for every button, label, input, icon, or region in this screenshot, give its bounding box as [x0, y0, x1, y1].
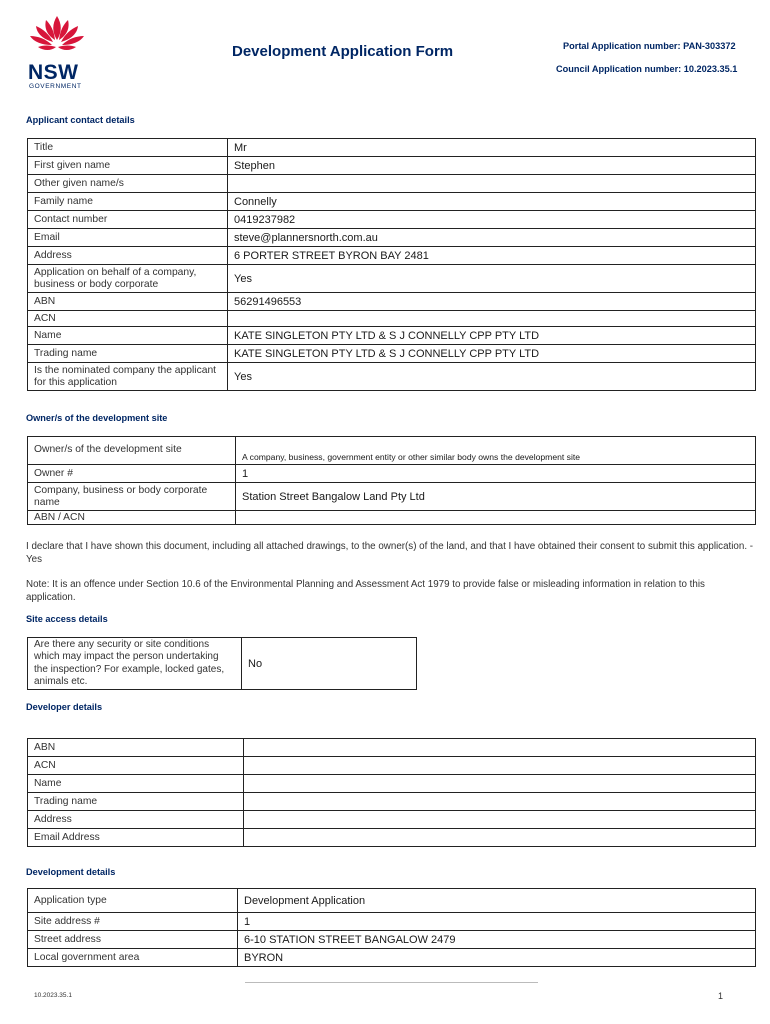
table-row — [28, 638, 417, 690]
table-row — [28, 483, 756, 511]
waratah-icon — [24, 14, 90, 58]
row-label: ABN — [28, 293, 228, 311]
applicant-section-heading: Applicant contact details — [26, 115, 135, 125]
row-label: Trading name — [28, 345, 228, 363]
applicant-table — [27, 138, 756, 391]
row-label: Title — [28, 139, 228, 157]
table-row — [28, 757, 756, 775]
table-row — [28, 437, 756, 465]
row-value — [228, 175, 756, 193]
row-value — [244, 811, 756, 829]
table-row — [28, 327, 756, 345]
owners-section-heading: Owner/s of the development site — [26, 413, 168, 423]
developer-section-heading: Developer details — [26, 702, 103, 712]
logo-subtext: GOVERNMENT — [29, 83, 82, 90]
row-value: Yes — [228, 363, 756, 391]
row-label: Is the nominated company the applicant for this application — [28, 363, 228, 391]
row-value: A company, business, government entity or other similar body owns the development site — [236, 437, 756, 465]
row-value — [244, 775, 756, 793]
row-label: Trading name — [28, 793, 244, 811]
development-section-heading: Development details — [26, 867, 116, 877]
row-label: Local government area — [28, 949, 238, 967]
row-label: Email — [28, 229, 228, 247]
table-row — [28, 931, 756, 949]
table-row — [28, 829, 756, 847]
row-value: steve@plannersnorth.com.au — [228, 229, 756, 247]
row-label: Name — [28, 775, 244, 793]
row-label: ACN — [28, 311, 228, 327]
table-row — [28, 913, 756, 931]
row-value: 6-10 STATION STREET BANGALOW 2479 — [238, 931, 756, 949]
page-number: 1 — [718, 991, 724, 1001]
row-label: Email Address — [28, 829, 244, 847]
offence-note: Note: It is an offence under Section 10.6 of the Environmental Planning and Assessment Act 1979 to provide false or misleading information in relation to this application. — [26, 579, 705, 603]
row-value: KATE SINGLETON PTY LTD & S J CONNELLY CPP PTY LTD — [228, 327, 756, 345]
table-row — [28, 465, 756, 483]
row-label: Address — [28, 247, 228, 265]
row-label: First given name — [28, 157, 228, 175]
row-value: Mr — [228, 139, 756, 157]
row-value: Yes — [228, 265, 756, 293]
footer-reference: 10.2023.35.1 — [34, 992, 72, 999]
table-row — [28, 247, 756, 265]
table-row — [28, 345, 756, 363]
page-title: Development Application Form — [232, 43, 454, 60]
table-row — [28, 211, 756, 229]
row-value: 1 — [238, 913, 756, 931]
row-label: Street address — [28, 931, 238, 949]
row-value: BYRON — [238, 949, 756, 967]
development-table — [27, 888, 756, 967]
row-value: Development Application — [238, 889, 756, 913]
row-value — [244, 757, 756, 775]
table-row — [28, 293, 756, 311]
row-label: Site address # — [28, 913, 238, 931]
row-label: Application on behalf of a company, business or body corporate — [28, 265, 228, 293]
row-value — [244, 793, 756, 811]
row-label: ACN — [28, 757, 244, 775]
site-access-table — [27, 637, 417, 690]
row-value: Station Street Bangalow Land Pty Ltd — [236, 483, 756, 511]
table-row — [28, 175, 756, 193]
table-row — [28, 311, 756, 327]
table-row — [28, 229, 756, 247]
table-row — [28, 889, 756, 913]
row-label: Company, business or body corporate name — [28, 483, 236, 511]
row-label: Other given name/s — [28, 175, 228, 193]
row-label: ABN — [28, 739, 244, 757]
developer-table — [27, 738, 756, 847]
site-access-section-heading: Site access details — [26, 614, 108, 624]
table-row — [28, 811, 756, 829]
table-row — [28, 265, 756, 293]
table-row — [28, 775, 756, 793]
portal-application-number: Portal Application number: PAN-303372 — [563, 41, 736, 51]
row-value: 0419237982 — [228, 211, 756, 229]
table-row — [28, 949, 756, 967]
row-value — [228, 311, 756, 327]
row-label: Family name — [28, 193, 228, 211]
table-row — [28, 157, 756, 175]
row-value: Connelly — [228, 193, 756, 211]
table-row — [28, 139, 756, 157]
row-label: Contact number — [28, 211, 228, 229]
owner-declaration: I declare that I have shown this document, including all attached drawings, to the owner(s) of the land, and that I have obtained their consent to submit this application. - Yes — [26, 541, 754, 565]
row-value: 56291496553 — [228, 293, 756, 311]
row-label: Application type — [28, 889, 238, 913]
row-value: Stephen — [228, 157, 756, 175]
row-label: Owner/s of the development site — [28, 437, 236, 465]
row-label: Owner # — [28, 465, 236, 483]
row-value: No — [242, 638, 417, 690]
row-label: Are there any security or site conditions which may impact the person undertaking the inspection? For example, locked gates, animals etc. — [28, 638, 242, 690]
row-value — [236, 511, 756, 525]
nsw-government-logo — [24, 14, 90, 90]
owners-table — [27, 436, 756, 525]
table-row — [28, 363, 756, 391]
row-value — [244, 739, 756, 757]
row-value: KATE SINGLETON PTY LTD & S J CONNELLY CPP PTY LTD — [228, 345, 756, 363]
row-value: 6 PORTER STREET BYRON BAY 2481 — [228, 247, 756, 265]
row-label: Address — [28, 811, 244, 829]
row-value — [244, 829, 756, 847]
council-application-number: Council Application number: 10.2023.35.1 — [556, 64, 738, 74]
row-label: Name — [28, 327, 228, 345]
table-row — [28, 739, 756, 757]
footer-divider — [245, 982, 538, 983]
row-value: 1 — [236, 465, 756, 483]
row-label: ABN / ACN — [28, 511, 236, 525]
table-row — [28, 193, 756, 211]
table-row — [28, 793, 756, 811]
logo-wordmark: NSW — [28, 61, 79, 84]
table-row — [28, 511, 756, 525]
